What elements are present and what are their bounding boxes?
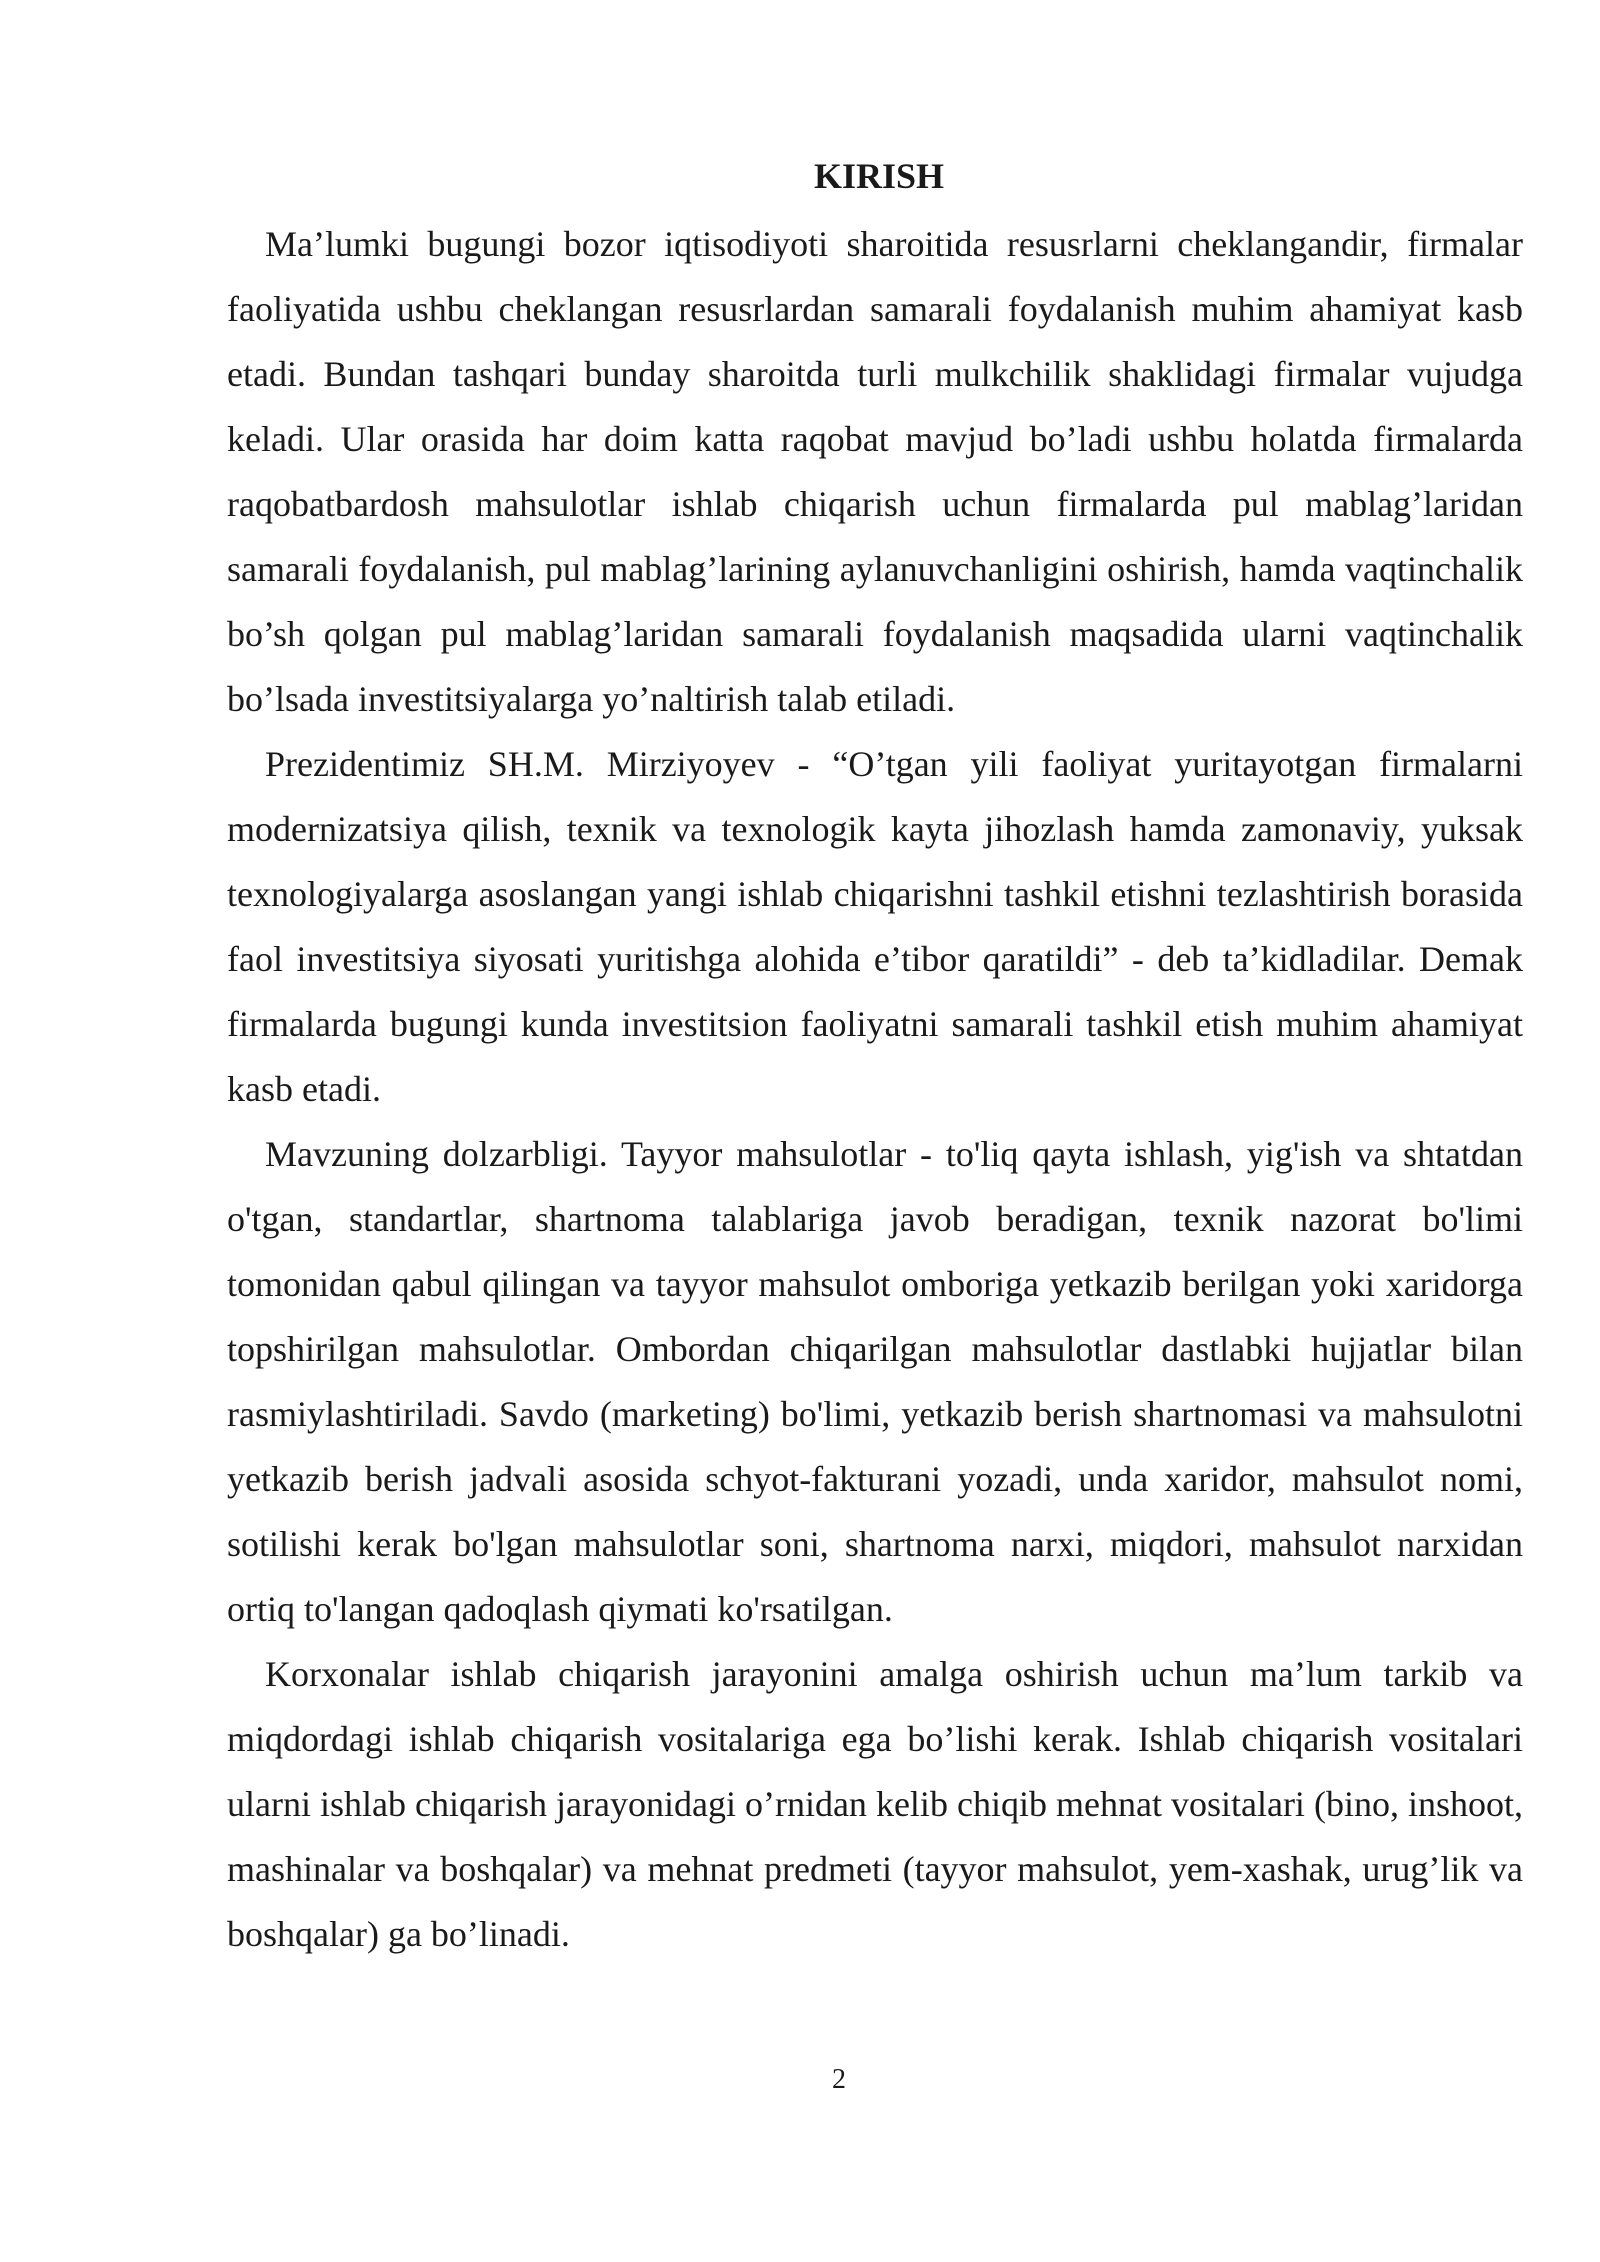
page-content xyxy=(227,148,1523,1967)
paragraph-intro: Ma’lumki bugungi bozor iqtisodiyoti sharoitida resusrlarni cheklangandir, firmalar faoliyatida ushbu cheklangan resusrlardan samarali foydalanish muhim ahamiyat kasb etadi. Bundan tashqari bunday sharoitda turli mulkchilik shaklidagi firmalar vujudga keladi. Ular orasida har doim katta raqobat mavjud bo’ladi ushbu holatda firmalarda raqobatbardosh mahsulotlar ishlab chiqarish uchun firmalarda pul mablag’laridan samarali foydalanish, pul mablag’larining aylanuvchanligini oshirish, hamda vaqtinchalik bo’sh qolgan pul mablag’laridan samarali foydalanish maqsadida ularni vaqtinchalik bo’lsada investitsiyalarga yo’naltirish talab etiladi. xyxy=(227,224,1523,719)
paragraph-president-quote: Prezidentimiz SH.M. Mirziyoyev - “O’tgan yili faoliyat yuritayotgan firmalarni modernizatsiya qilish, texnik va texnologik kayta jihozlash hamda zamonaviy, yuksak texnologiyalarga asoslangan yangi ishlab chiqarishni tashkil etishni tezlashtirish borasida faol investitsiya siyosati yuritishga alohida e’tibor qaratildi” - deb ta’kidladilar. Demak firmalarda bugungi kunda investitsion faoliyatni samarali tashkil etish muhim ahamiyat kasb etadi. xyxy=(227,744,1523,1109)
paragraph-relevance: Mavzuning dolzarbligi. Tayyor mahsulotlar - to'liq qayta ishlash, yig'ish va shtatdan o'tgan, standartlar, shartnoma talablariga javob beradigan, texnik nazorat bo'limi tomonidan qabul qilingan va tayyor mahsulot omboriga yetkazib berilgan yoki xaridorga topshirilgan mahsulotlar. Ombordan chiqarilgan mahsulotlar dastlabki hujjatlar bilan rasmiylashtiriladi. Savdo (marketing) bo'limi, yetkazib berish shartnomasi va mahsulotni yetkazib berish jadvali asosida schyot-fakturani yozadi, unda xaridor, mahsulot nomi, sotilishi kerak bo'lgan mahsulotlar soni, shartnoma narxi, miqdori, mahsulot narxidan ortiq to'langan qadoqlash qiymati ko'rsatilgan. xyxy=(227,1134,1523,1629)
paragraph-production-means: Korxonalar ishlab chiqarish jarayonini amalga oshirish uchun ma’lum tarkib va miqdordagi ishlab chiqarish vositalariga ega bo’lishi kerak. Ishlab chiqarish vositalari ularni ishlab chiqarish jarayonidagi o’rnidan kelib chiqib mehnat vositalari (bino, inshoot, mashinalar va boshqalar) va mehnat predmeti (tayyor mahsulot, yem-xashak, urug’lik va boshqalar) ga bo’linadi. xyxy=(227,1654,1523,1954)
section-title: KIRISH xyxy=(813,156,945,196)
page-number: 2 xyxy=(832,2064,846,2095)
